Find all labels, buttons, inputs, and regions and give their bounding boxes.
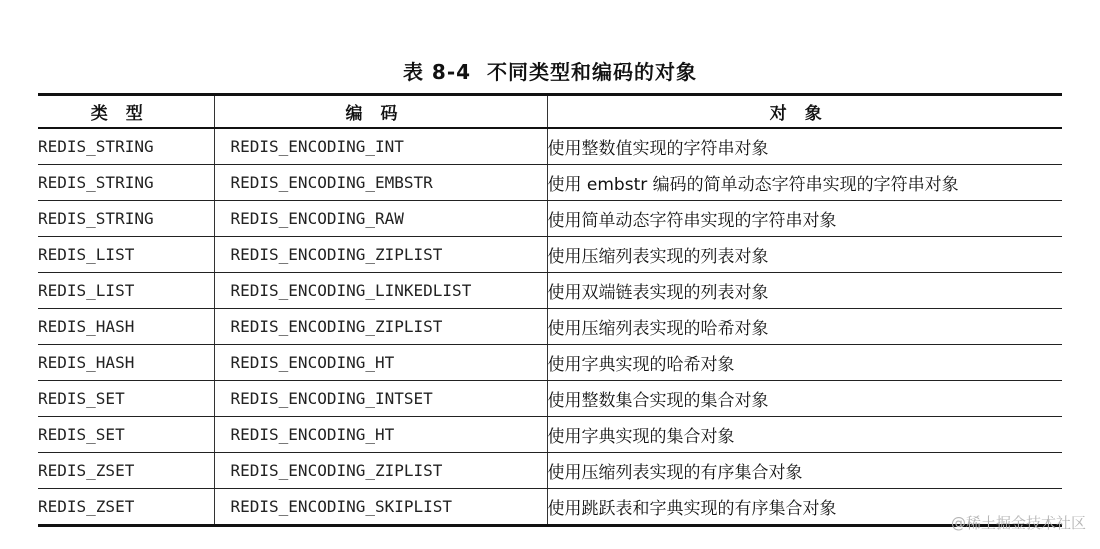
encoding-table — [38, 93, 1062, 527]
cell-object: 使用压缩列表实现的有序集合对象 — [547, 453, 1062, 489]
cell-encoding: REDIS_ENCODING_ZIPLIST — [214, 453, 547, 489]
cell-type: REDIS_SET — [38, 381, 214, 417]
table-caption-number: 表 8-4 — [402, 60, 472, 84]
cell-encoding: REDIS_ENCODING_SKIPLIST — [214, 489, 547, 526]
watermark: @稀土掘金技术社区 — [950, 514, 1086, 532]
cell-object: 使用 embstr 编码的简单动态字符串实现的字符串对象 — [547, 165, 1062, 201]
table-row — [38, 345, 1062, 381]
cell-object: 使用整数集合实现的集合对象 — [547, 381, 1062, 417]
table-row — [38, 309, 1062, 345]
table-row — [38, 417, 1062, 453]
cell-type: REDIS_LIST — [38, 273, 214, 309]
header-type: 类型 — [38, 95, 214, 129]
cell-type: REDIS_ZSET — [38, 453, 214, 489]
table-row — [38, 237, 1062, 273]
header-encoding: 编码 — [214, 95, 547, 129]
table-row — [38, 128, 1062, 165]
cell-type: REDIS_SET — [38, 417, 214, 453]
cell-object: 使用压缩列表实现的哈希对象 — [547, 309, 1062, 345]
cell-encoding: REDIS_ENCODING_INT — [214, 128, 547, 165]
cell-object: 使用字典实现的集合对象 — [547, 417, 1062, 453]
cell-type: REDIS_LIST — [38, 237, 214, 273]
cell-object: 使用压缩列表实现的列表对象 — [547, 237, 1062, 273]
cell-object: 使用整数值实现的字符串对象 — [547, 128, 1062, 165]
table-caption-title: 不同类型和编码的对象 — [487, 60, 698, 84]
cell-encoding: REDIS_ENCODING_EMBSTR — [214, 165, 547, 201]
cell-encoding: REDIS_ENCODING_HT — [214, 345, 547, 381]
table-row — [38, 201, 1062, 237]
cell-object: 使用简单动态字符串实现的字符串对象 — [547, 201, 1062, 237]
table-row — [38, 453, 1062, 489]
cell-encoding: REDIS_ENCODING_LINKEDLIST — [214, 273, 547, 309]
cell-type: REDIS_ZSET — [38, 489, 214, 526]
cell-object: 使用字典实现的哈希对象 — [547, 345, 1062, 381]
cell-object: 使用跳跃表和字典实现的有序集合对象 — [547, 489, 1062, 526]
table-row — [38, 381, 1062, 417]
cell-object: 使用双端链表实现的列表对象 — [547, 273, 1062, 309]
cell-type: REDIS_STRING — [38, 201, 214, 237]
cell-encoding: REDIS_ENCODING_RAW — [214, 201, 547, 237]
cell-type: REDIS_STRING — [38, 128, 214, 165]
cell-encoding: REDIS_ENCODING_ZIPLIST — [214, 309, 547, 345]
table-row — [38, 489, 1062, 526]
cell-type: REDIS_HASH — [38, 345, 214, 381]
cell-encoding: REDIS_ENCODING_HT — [214, 417, 547, 453]
cell-encoding: REDIS_ENCODING_INTSET — [214, 381, 547, 417]
cell-type: REDIS_STRING — [38, 165, 214, 201]
table-header-row — [38, 95, 1062, 129]
cell-type: REDIS_HASH — [38, 309, 214, 345]
table-row — [38, 273, 1062, 309]
table-row — [38, 165, 1062, 201]
header-object: 对象 — [547, 95, 1062, 129]
cell-encoding: REDIS_ENCODING_ZIPLIST — [214, 237, 547, 273]
table-caption — [0, 56, 1100, 85]
